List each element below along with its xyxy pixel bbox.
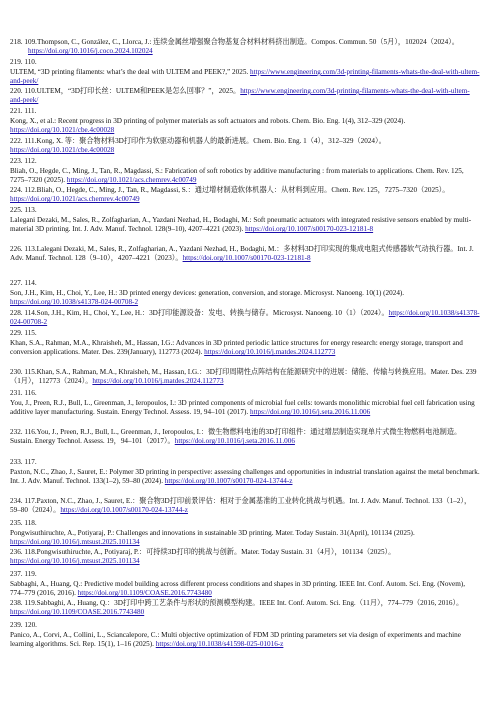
doi-link[interactable]: https://doi.org/10.1007/s00170-023-12181-8 xyxy=(182,254,311,263)
ref-236: 236. 118.Pongwisuthiruchte, A., Potiyaraj, P.：可持续3D打印的挑战与创新。Mater. Today Sustain. 31（4月），101134（2025）。https://doi.org/10.1016/j.mtsust.2025.101134 xyxy=(10,548,396,566)
doi-link[interactable]: https://doi.org/10.1016/j.seta.2016.11.006 xyxy=(174,437,295,446)
ref-233: 233. 117. xyxy=(10,458,37,466)
doi-link[interactable]: https://doi.org/10.1016/j.mtsust.2025.101134 xyxy=(10,557,140,566)
ref-224: 224. 112.Bliah, O., Hegde, C., Ming, J., Tan, R., Magdassi, S.：通过增材制造软体机器人：从材料到应用。Chem. Rev. 125，7275–7320（2025）。https://doi.org/10.1021/acs.chemrev.4c00749 xyxy=(10,186,450,204)
doi-link[interactable]: https://doi.org/10.1016/j.mtsust.2025.101134 xyxy=(10,538,140,547)
doi-link[interactable]: https://doi.org/10.1109/COASE.2016.7743480 xyxy=(10,608,145,617)
ref-220: 220. 110.ULTEM，“3D打印长丝：ULTEM和PEEK是怎么回事？”，2025。https://www.engineering.com/3d-printing-filaments-whats-the-deal-with-ultem-and-peek/ xyxy=(10,87,470,105)
url-link[interactable]: https://www.engineering.com/3d-printing-filaments-whats-the-deal-with-ultem-and-peek/ xyxy=(10,87,470,105)
ref-238: 238. 119.Sabbaghi, A., Huang, Q.：3D打印中跨工艺条件与形状的预测模型构建。IEEE Int. Conf. Autom. Sci. Eng.（11月），774–779（2016, 2016）。https://doi.org/10.1109/COASE.2016.7743480 xyxy=(10,599,464,617)
doi-link[interactable]: https://doi.org/10.1021/cbe.4c00028 xyxy=(10,146,115,155)
doi-link[interactable]: https://doi.org/10.1007/s00170-023-12181-8 xyxy=(245,225,374,234)
doi-link[interactable]: https://doi.org/10.1016/j.matdes.2024.112773 xyxy=(92,377,224,386)
ref-233-body: Paxton, N.C., Zhao, J., Sauret, E.: Polymer 3D printing in perspective: assessing challenges and opportunities in industrial translation against the metal benchmark. Int. J. Adv. Manuf. Technol. 133(1–2), 59–80 (2024). https://doi.org/10.1007/s00170-024-13744-z xyxy=(10,468,480,486)
ref-221-body: Kong, X., et al.: Recent progress in 3D printing of polymer materials as soft actuators and robots. Chem. Bio. Eng. 1(4), 312–329 (2024). https://doi.org/10.1021/cbe.4c00028 xyxy=(10,117,406,135)
ref-230: 230. 115.Khan, S.A., Rahman, M.A., Khraisheh, M., Hassan, I.G.：3D打印周期性点阵结构在能源研究中的进展：储能、传输与转换应用。Mater. Des. 239（1月），112773（2024）。https://doi.org/10.1016/j.matdes.2024.112773 xyxy=(10,368,477,386)
doi-link[interactable]: https://doi.org/10.1021/acs.chemrev.4c00749 xyxy=(66,176,197,185)
ref-219: 219. 110. xyxy=(10,58,37,66)
ref-219-body: ULTEM, “3D printing filaments: what’s the deal with ULTEM and PEEK?,” 2025. https://www.engineering.com/3d-printing-filaments-whats-the-deal-with-ultem-and-peek/ xyxy=(10,68,480,86)
doi-link[interactable]: https://doi.org/10.1016/j.coco.2024.102024 xyxy=(28,47,153,56)
ref-218: 218. 109.Thompson, C., González, C., Llorca, J.: 连续金属丝增强聚合物基复合材料材料挤出制造。Compos. Commun. 50（5月），102024（2024）。https://doi.org/10.1016/j.coco.2024.102024 xyxy=(10,38,459,56)
ref-229: 229. 115. xyxy=(10,329,37,337)
ref-235: 235. 118. xyxy=(10,519,37,527)
ref-227: 227. 114. xyxy=(10,279,37,287)
ref-225: 225. 113. xyxy=(10,206,37,214)
ref-231-body: You, J., Preen, R.J., Bull, L., Greenman, J., Ieropoulos, I.: 3D printed components of microbial fuel cells: towards monolithic microbial fuel cell fabrication using additive layer manufacturing. Sustain. Energy Technol. Assess. 19, 94–101 (2017). https://doi.org/10.1016/j.seta.2016.11.006 xyxy=(10,399,475,417)
doi-link[interactable]: https://doi.org/10.1038/s41598-025-01016-z xyxy=(155,640,284,649)
ref-235-body: Pongwisuthiruchte, A., Potiyaraj, P.: Challenges and innovations in sustainable 3D printing. Mater. Today Sustain. 31(April), 101134 (2025). https://doi.org/10.1016/j.mtsust.2025.101134 xyxy=(10,529,415,547)
ref-221: 221. 111. xyxy=(10,107,37,115)
ref-232: 232. 116.You, J., Preen, R.J., Bull, L., Greenman, J., Ieropoulos, I.：微生物燃料电池的3D打印组件：通过增层制造实现单片式微生物燃料电池制造。Sustain. Energy Technol. Assess. 19，94–101（2017）。https://doi.org/10.1016/j.seta.2016.11.006 xyxy=(10,428,462,446)
doi-link[interactable]: https://doi.org/10.1021/cbe.4c00028 xyxy=(10,126,115,135)
doi-link[interactable]: https://doi.org/10.1109/COASE.2016.7743480 xyxy=(77,589,212,598)
doi-link[interactable]: https://doi.org/10.1016/j.seta.2016.11.006 xyxy=(249,408,371,417)
doi-link[interactable]: https://doi.org/10.1016/j.matdes.2024.112773 xyxy=(204,348,336,357)
ref-223-body: Bliah, O., Hegde, C., Ming, J., Tan, R., Magdassi, S.: Fabrication of soft robotics by additive manufacturing : from materials to applications. Chem. Rev. 125, 7275–7320 (2025). https://doi.org/10.1021/acs.chemrev.4c00749 xyxy=(10,167,464,185)
doi-link[interactable]: https://doi.org/10.1007/s00170-024-13744-z xyxy=(164,477,293,486)
ref-228: 228. 114.Son, J.H., Kim, H., Choi, Y., Lee, H.：3D打印能源设备：发电、转换与储存。Microsyst. Nanoeng. 10（1）（2024）。https://doi.org/10.1038/s41378-024-00708-2 xyxy=(10,309,480,327)
url-link[interactable]: https://www.engineering.com/3d-printing-filaments-whats-the-deal-with-ultem-and-peek/ xyxy=(10,68,480,86)
doi-link[interactable]: https://doi.org/10.1007/s00170-024-13744-z xyxy=(60,506,188,515)
ref-237: 237. 119. xyxy=(10,570,37,578)
doi-link[interactable]: https://doi.org/10.1038/s41378-024-00708-2 xyxy=(10,309,480,327)
ref-237-body: Sabbaghi, A., Huang, Q.: Predictive model building across different process conditions and shapes in 3D printing. IEEE Int. Conf. Autom. Sci. Eng. (Novem), 774–779 (2016, 2016). https://doi.org/10.1109/COASE.2016.7743480 xyxy=(10,580,466,598)
ref-239-body: Panico, A., Corvi, A., Collini, L., Sciancalepore, C.: Multi objective optimization of FDM 3D printing parameters set via design of experiments and machine learning algorithms. Sci. Rep. 15(1), 1–16 (2025). https://doi.org/10.1038/s41598-025-01016-z xyxy=(10,631,461,649)
ref-231: 231. 116. xyxy=(10,389,37,397)
ref-225-body: Lalegani Dezaki, M., Sales, R., Zolfagharian, A., Yazdani Nezhad, H., Bodaghi, M.: Soft pneumatic actuators with integrated resistive sensors enabled by multi-material 3D printing. Int. J. Adv. Manuf. Technol. 128(9–10), 4207–4221 (2023). https://doi.org/10.1007/s00170-023-12181-8 xyxy=(10,216,472,234)
ref-229-body: Khan, S.A., Rahman, M.A., Khraisheh, M., Hassan, I.G.: Advances in 3D printed periodic lattice structures for energy research: energy storage, transport and conversion applications. Mater. Des. 239(January), 112773 (2024). https://doi.org/10.1016/j.matdes.2024.112773 xyxy=(10,339,463,357)
ref-226: 226. 113.Lalegani Dezaki, M., Sales, R., Zolfagharian, A., Yazdani Nezhad, H., Bodaghi, M.：多材料3D打印实现的集成电阻式传感器软气动执行器。Int. J. Adv. Manuf. Technol. 128（9–10），4207–4221（2023）。https://doi.org/10.1007/s00170-023-12181-8 xyxy=(10,245,474,263)
ref-239: 239. 120. xyxy=(10,621,37,629)
ref-222: 222. 111.Kong, X. 等：聚合物材料3D打印作为软驱动器和机器人的最新进展。Chem. Bio. Eng. 1（4），312–329（2024）。https://doi.org/10.1021/cbe.4c00028 xyxy=(10,137,386,155)
ref-227-body: Son, J.H., Kim, H., Choi, Y., Lee, H.: 3D printed energy devices: generation, conversion, and storage. Microsyst. Nanoeng. 10(1) (2024). https://doi.org/10.1038/s41378-024-00708-2 xyxy=(10,289,405,307)
ref-223: 223. 112. xyxy=(10,157,37,165)
ref-234: 234. 117.Paxton, N.C., Zhao, J., Sauret, E.：聚合物3D打印前景评估：相对于金属基准的工业转化挑战与机遇。Int. J. Adv. Manuf. Technol. 133（1–2），59–80（2024）。https://doi.org/10.1007/s00170-024-13744-z xyxy=(10,497,472,515)
doi-link[interactable]: https://doi.org/10.1021/acs.chemrev.4c00749 xyxy=(10,195,140,204)
doi-link[interactable]: https://doi.org/10.1038/s41378-024-00708-2 xyxy=(10,298,139,307)
